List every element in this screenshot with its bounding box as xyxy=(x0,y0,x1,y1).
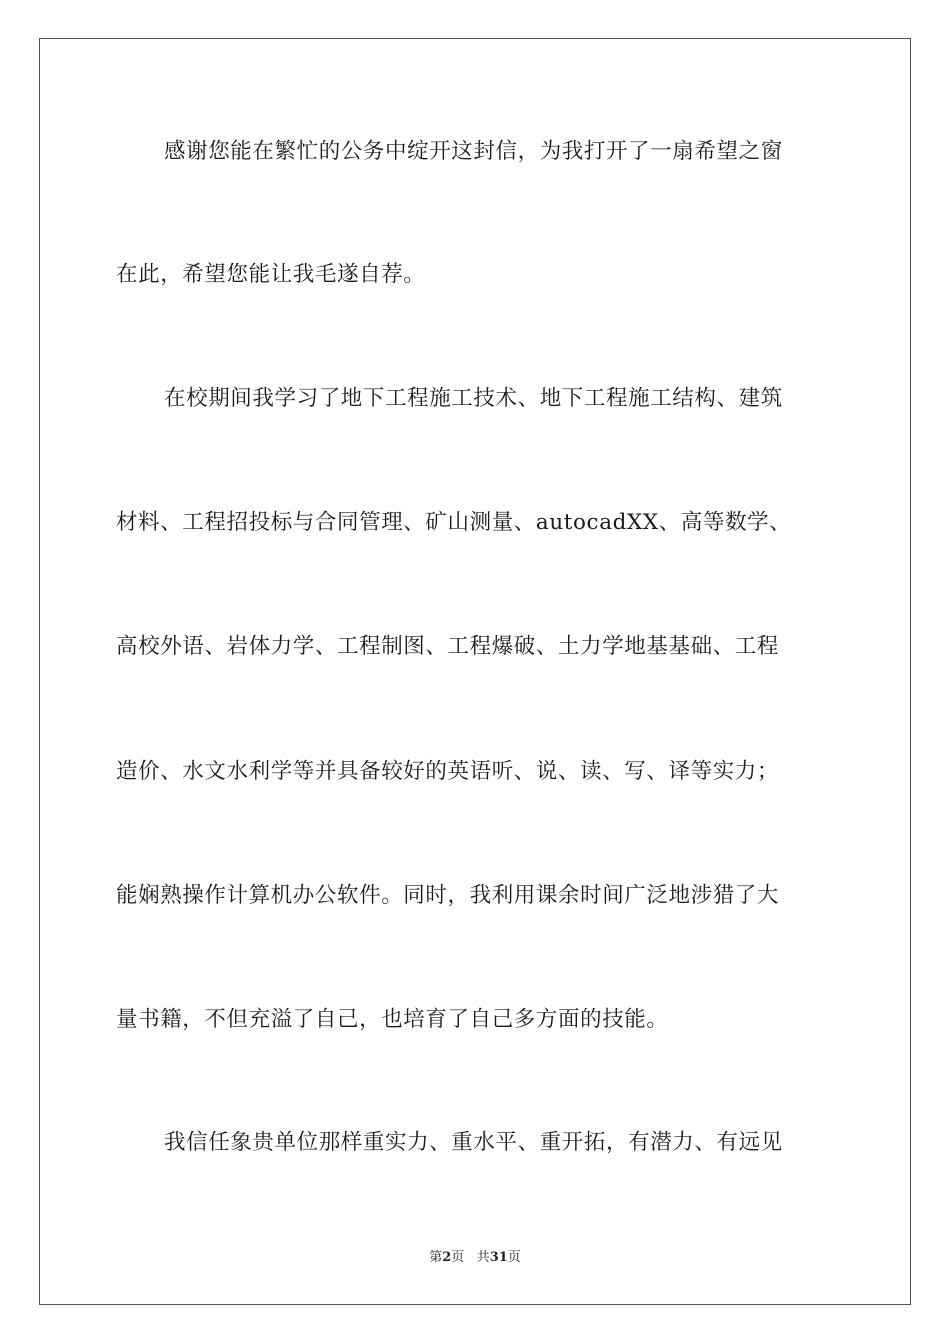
current-page-number: 2 xyxy=(442,1250,452,1265)
total-page-count: 31 xyxy=(489,1250,508,1265)
page-footer xyxy=(0,1246,950,1265)
paragraph-1-line-1: 感谢您能在繁忙的公务中绽开这封信，为我打开了一扇希望之窗 xyxy=(164,139,783,164)
paragraph-2-line-4: 造价、水文水利学等并具备较好的英语听、说、读、写、译等实力； xyxy=(116,759,780,784)
page-unit: 页 xyxy=(451,1250,465,1265)
paragraph-2-line-6: 量书籍，不但充溢了自己，也培育了自己多方面的技能。 xyxy=(116,1007,669,1032)
paragraph-1-line-2: 在此，希望您能让我毛遂自荐。 xyxy=(116,262,426,287)
total-unit: 页 xyxy=(507,1250,521,1265)
paragraph-2-line-1: 在校期间我学习了地下工程施工技术、地下工程施工结构、建筑 xyxy=(164,386,783,411)
paragraph-2-line-3: 高校外语、岩体力学、工程制图、工程爆破、土力学地基基础、工程 xyxy=(116,634,780,659)
total-prefix: 共 xyxy=(476,1250,490,1265)
paragraph-3-line-1: 我信任象贵单位那样重实力、重水平、重开拓，有潜力、有远见 xyxy=(164,1130,783,1155)
page-border xyxy=(39,38,911,1305)
paragraph-2-line-2: 材料、工程招投标与合同管理、矿山测量、autocadXX、高等数学、 xyxy=(116,510,792,535)
page-prefix: 第 xyxy=(429,1250,443,1265)
paragraph-2-line-5: 能娴熟操作计算机办公软件。同时，我利用课余时间广泛地涉猎了大 xyxy=(116,883,780,908)
